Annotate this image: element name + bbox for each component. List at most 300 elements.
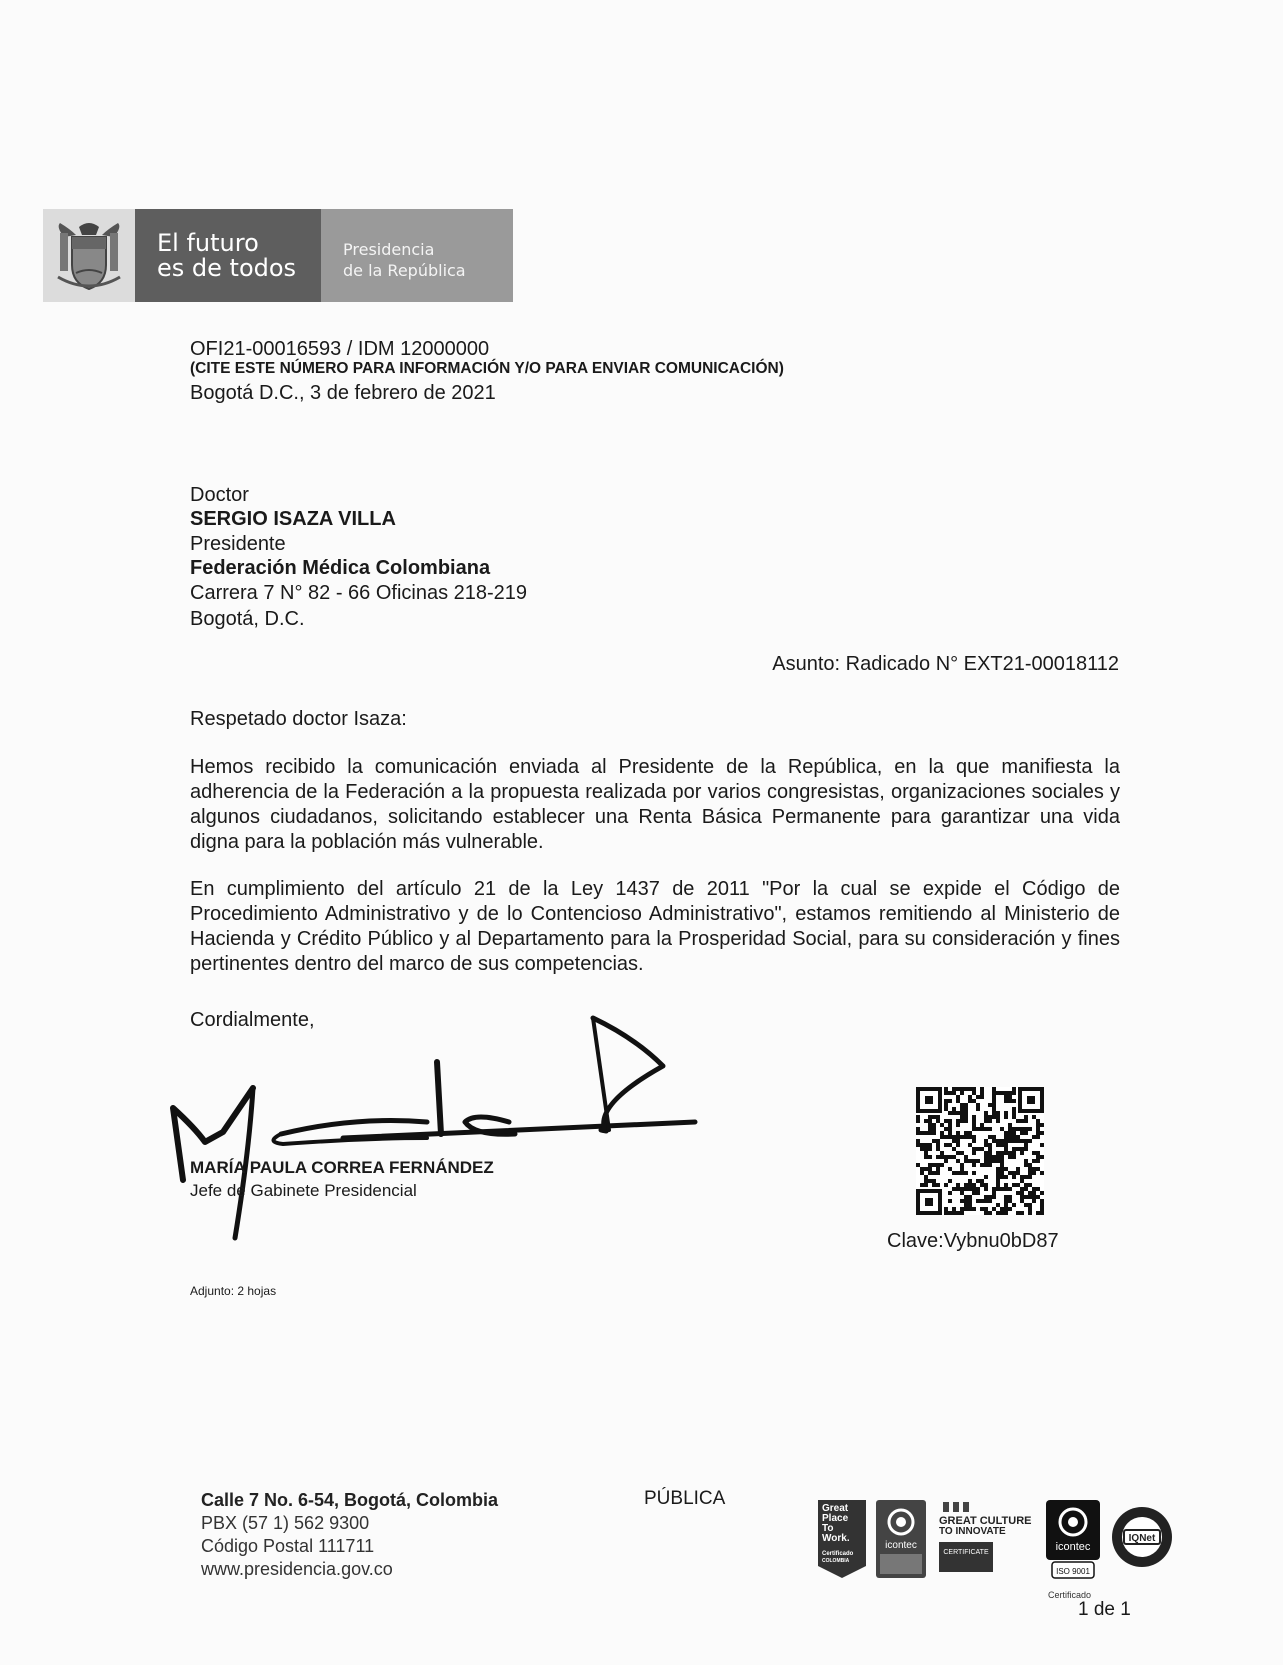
qr-module	[940, 1163, 944, 1167]
qr-module	[960, 1167, 964, 1171]
qr-module	[996, 1111, 1000, 1115]
qr-module	[964, 1207, 968, 1211]
qr-module	[960, 1119, 964, 1123]
qr-module	[1028, 1139, 1032, 1143]
qr-module	[956, 1171, 960, 1175]
qr-module	[988, 1143, 992, 1147]
qr-module	[976, 1199, 980, 1203]
qr-module	[936, 1155, 940, 1159]
iqnet-text: IQNet	[1128, 1533, 1156, 1544]
qr-module	[916, 1131, 920, 1135]
qr-module	[988, 1159, 992, 1163]
qr-module	[1004, 1131, 1008, 1135]
qr-module	[932, 1179, 936, 1183]
qr-module	[992, 1099, 996, 1103]
handwritten-signature	[165, 1012, 755, 1252]
qr-module	[1024, 1127, 1028, 1131]
qr-module	[1036, 1151, 1040, 1155]
qr-module	[916, 1163, 920, 1167]
qr-module	[1020, 1151, 1024, 1155]
qr-module	[932, 1171, 936, 1175]
qr-module	[916, 1143, 920, 1147]
attachment-note: Adjunto: 2 hojas	[190, 1284, 277, 1298]
qr-module	[968, 1183, 972, 1187]
qr-module	[1024, 1159, 1028, 1163]
qr-module	[964, 1155, 968, 1159]
qr-module	[1032, 1135, 1036, 1139]
qr-module	[948, 1211, 952, 1215]
qr-module	[1000, 1151, 1004, 1155]
qr-module	[964, 1159, 968, 1163]
qr-module	[996, 1151, 1000, 1155]
icontec-text-1: icontec	[885, 1540, 917, 1551]
qr-module	[924, 1179, 928, 1183]
qr-module	[944, 1127, 948, 1131]
gptw-word-5: Certificado	[822, 1551, 854, 1557]
qr-module	[1004, 1167, 1008, 1171]
qr-module	[972, 1115, 976, 1119]
qr-module	[976, 1179, 980, 1183]
qr-module	[1020, 1175, 1024, 1179]
qr-module	[920, 1131, 924, 1135]
qr-module	[952, 1091, 956, 1095]
qr-module	[992, 1187, 996, 1191]
qr-module	[980, 1199, 984, 1203]
qr-module	[1028, 1175, 1032, 1179]
qr-module	[968, 1187, 972, 1191]
qr-module	[928, 1147, 932, 1151]
qr-module	[996, 1091, 1000, 1095]
qr-module	[1000, 1163, 1004, 1167]
qr-module	[1028, 1191, 1032, 1195]
qr-module	[940, 1155, 944, 1159]
qr-module	[1016, 1127, 1020, 1131]
qr-module	[924, 1151, 928, 1155]
qr-module	[964, 1107, 968, 1111]
qr-module	[1000, 1143, 1004, 1147]
qr-module	[916, 1119, 920, 1123]
qr-module	[972, 1119, 976, 1123]
qr-module	[1028, 1195, 1032, 1199]
qr-module	[976, 1095, 980, 1099]
qr-module	[960, 1115, 964, 1119]
qr-module	[960, 1171, 964, 1175]
qr-module	[984, 1139, 988, 1143]
qr-module	[932, 1139, 936, 1143]
qr-module	[1020, 1139, 1024, 1143]
qr-module	[1012, 1171, 1016, 1175]
page-number: 1 de 1	[1078, 1599, 1131, 1620]
qr-module	[956, 1111, 960, 1115]
qr-module	[1012, 1135, 1016, 1139]
qr-module	[964, 1199, 968, 1203]
qr-module	[992, 1191, 996, 1195]
qr-module	[1008, 1207, 1012, 1211]
qr-module	[928, 1115, 932, 1119]
qr-module	[988, 1163, 992, 1167]
qr-module	[988, 1115, 992, 1119]
qr-module	[944, 1159, 948, 1163]
qr-module	[960, 1191, 964, 1195]
qr-module	[996, 1155, 1000, 1159]
qr-module	[916, 1127, 920, 1131]
qr-module	[968, 1179, 972, 1183]
qr-module	[1004, 1195, 1008, 1199]
recipient-city: Bogotá, D.C.	[190, 608, 305, 630]
footer-website: www.presidencia.gov.co	[201, 1559, 393, 1579]
qr-module	[980, 1127, 984, 1131]
qr-module	[976, 1107, 980, 1111]
qr-module	[948, 1179, 952, 1183]
qr-module	[936, 1115, 940, 1119]
qr-module	[1008, 1131, 1012, 1135]
qr-module	[972, 1135, 976, 1139]
qr-module	[932, 1123, 936, 1127]
qr-module	[1012, 1099, 1016, 1103]
qr-module	[1012, 1115, 1016, 1119]
qr-module	[1028, 1183, 1032, 1187]
qr-module	[1000, 1175, 1004, 1179]
qr-module	[944, 1183, 948, 1187]
qr-module	[928, 1131, 932, 1135]
qr-module	[932, 1183, 936, 1187]
qr-module	[1032, 1199, 1036, 1203]
qr-key: Clave:Vybnu0bD87	[887, 1230, 1059, 1252]
qr-module	[948, 1127, 952, 1131]
qr-module	[964, 1171, 968, 1175]
qr-module	[1012, 1155, 1016, 1159]
to-innovate-text: TO INNOVATE	[939, 1526, 1006, 1537]
qr-module	[1008, 1091, 1012, 1095]
qr-module	[960, 1111, 964, 1115]
qr-module	[944, 1143, 948, 1147]
qr-module	[1000, 1127, 1004, 1131]
qr-module	[984, 1195, 988, 1199]
great-culture-badge	[935, 1502, 1035, 1574]
qr-module	[996, 1159, 1000, 1163]
qr-module	[1008, 1195, 1012, 1199]
gptw-word-1: Great	[822, 1503, 849, 1514]
qr-module	[948, 1099, 952, 1103]
qr-module	[1004, 1091, 1008, 1095]
icontec-text-2: icontec	[1055, 1541, 1091, 1553]
coat-of-arms-logo	[43, 209, 135, 302]
qr-module	[1024, 1195, 1028, 1199]
qr-module	[956, 1123, 960, 1127]
qr-module	[956, 1087, 960, 1091]
qr-module	[1024, 1203, 1028, 1207]
place-date: Bogotá D.C., 3 de febrero de 2021	[190, 382, 496, 404]
qr-module	[964, 1115, 968, 1119]
qr-module	[992, 1107, 996, 1111]
gptw-word-2: Place	[822, 1513, 849, 1524]
qr-module	[944, 1211, 948, 1215]
qr-module	[940, 1135, 944, 1139]
qr-module	[980, 1095, 984, 1099]
slogan-line-1: El futuro	[157, 229, 259, 257]
qr-module	[956, 1099, 960, 1103]
qr-module	[948, 1091, 952, 1095]
qr-module	[936, 1139, 940, 1143]
qr-module	[948, 1119, 952, 1123]
qr-module	[1028, 1211, 1032, 1215]
qr-module	[984, 1211, 988, 1215]
qr-module	[1024, 1115, 1028, 1119]
qr-module	[996, 1187, 1000, 1191]
qr-module	[1012, 1139, 1016, 1143]
qr-module	[928, 1179, 932, 1183]
qr-module	[996, 1167, 1000, 1171]
qr-module	[1012, 1087, 1016, 1091]
qr-module	[992, 1139, 996, 1143]
qr-module	[968, 1207, 972, 1211]
qr-module	[932, 1131, 936, 1135]
qr-module	[972, 1099, 976, 1103]
qr-module	[988, 1195, 992, 1199]
qr-module	[932, 1115, 936, 1119]
qr-module	[1024, 1175, 1028, 1179]
qr-module	[1032, 1191, 1036, 1195]
qr-module	[996, 1203, 1000, 1207]
qr-module	[1020, 1199, 1024, 1203]
qr-module	[924, 1143, 928, 1147]
qr-module	[980, 1207, 984, 1211]
qr-module	[1036, 1119, 1040, 1123]
qr-module	[996, 1115, 1000, 1119]
salutation: Respetado doctor Isaza:	[190, 708, 407, 730]
qr-module	[948, 1123, 952, 1127]
qr-module	[1036, 1167, 1040, 1171]
qr-module	[1012, 1183, 1016, 1187]
qr-module	[1008, 1187, 1012, 1191]
qr-module	[940, 1131, 944, 1135]
qr-module	[960, 1163, 964, 1167]
qr-module	[1028, 1207, 1032, 1211]
qr-module	[948, 1199, 952, 1203]
qr-module	[1012, 1131, 1016, 1135]
qr-module	[1008, 1135, 1012, 1139]
great-culture-text: GREAT CULTURE	[939, 1515, 1032, 1527]
coat-of-arms-icon	[54, 217, 124, 295]
qr-module	[988, 1199, 992, 1203]
qr-module	[1016, 1167, 1020, 1171]
header-banner	[43, 209, 513, 302]
footer-address: Calle 7 No. 6-54, Bogotá, Colombia	[201, 1490, 499, 1510]
qr-module	[1024, 1139, 1028, 1143]
qr-module	[936, 1183, 940, 1187]
qr-module	[968, 1087, 972, 1091]
qr-module	[936, 1163, 940, 1167]
qr-module	[1000, 1171, 1004, 1175]
qr-module	[1016, 1183, 1020, 1187]
qr-module	[920, 1167, 924, 1171]
qr-module	[1032, 1115, 1036, 1119]
qr-module	[1000, 1159, 1004, 1163]
qr-module	[952, 1111, 956, 1115]
qr-module	[956, 1135, 960, 1139]
qr-module	[1016, 1147, 1020, 1151]
body-paragraph-2: En cumplimiento del artículo 21 de la Ley 1437 de 2011 "Por la cual se expide el Código de Procedimiento Administrativo y de lo Contencioso Administrativo", estamos remitiendo al Ministerio de Hacienda y Crédito Público y al Departamento para la Prosperidad Social, para su consideración y fines pertinentes dentro del marco de sus competencias.	[190, 878, 1120, 975]
qr-module	[1004, 1135, 1008, 1139]
qr-module	[964, 1119, 968, 1123]
qr-module	[928, 1123, 932, 1127]
qr-module	[1032, 1187, 1036, 1191]
qr-module	[952, 1187, 956, 1191]
qr-module	[944, 1119, 948, 1123]
qr-module	[972, 1147, 976, 1151]
qr-module	[952, 1135, 956, 1139]
qr-module	[972, 1159, 976, 1163]
qr-module	[952, 1087, 956, 1091]
qr-module	[972, 1171, 976, 1175]
gptw-word-4: Work.	[822, 1533, 850, 1544]
qr-module	[1004, 1203, 1008, 1207]
qr-module	[968, 1203, 972, 1207]
qr-module	[980, 1091, 984, 1095]
qr-module	[944, 1091, 948, 1095]
qr-module	[996, 1179, 1000, 1183]
qr-module	[1004, 1095, 1008, 1099]
qr-module	[964, 1087, 968, 1091]
qr-code	[916, 1087, 1044, 1215]
qr-module	[924, 1175, 928, 1179]
recipient-title: Doctor	[190, 484, 249, 506]
qr-module	[980, 1123, 984, 1127]
qr-module	[1020, 1187, 1024, 1191]
qr-module	[920, 1171, 924, 1175]
qr-module	[996, 1171, 1000, 1175]
qr-module	[1036, 1159, 1040, 1163]
qr-module	[1040, 1123, 1044, 1127]
qr-module	[1004, 1151, 1008, 1155]
qr-module	[996, 1139, 1000, 1143]
qr-module	[980, 1087, 984, 1091]
qr-module	[1036, 1131, 1040, 1135]
qr-module	[916, 1139, 920, 1143]
qr-module	[928, 1127, 932, 1131]
qr-module	[984, 1115, 988, 1119]
qr-module	[1004, 1147, 1008, 1151]
qr-module	[984, 1207, 988, 1211]
qr-module	[968, 1159, 972, 1163]
qr-module	[1020, 1195, 1024, 1199]
qr-module	[1000, 1207, 1004, 1211]
certificate-text: CERTIFICATE	[943, 1549, 989, 1556]
qr-module	[996, 1183, 1000, 1187]
qr-module	[960, 1207, 964, 1211]
qr-module	[1004, 1183, 1008, 1187]
qr-module	[1004, 1211, 1008, 1215]
qr-module	[1004, 1139, 1008, 1143]
qr-module	[952, 1171, 956, 1175]
qr-module	[968, 1143, 972, 1147]
qr-module	[992, 1087, 996, 1091]
qr-module	[1024, 1147, 1028, 1151]
qr-module	[992, 1103, 996, 1107]
body-paragraph-1: Hemos recibido la comunicación enviada al Presidente de la República, en la que manifiesta la adherencia de la Federación a la propuesta realizada por varios congresistas, organizaciones sociales y algunos ciudadanos, solicitando establecer una Renta Básica Permanente para garantizar una vida digna para la población más vulnerable.	[190, 756, 1120, 853]
qr-module	[976, 1191, 980, 1195]
qr-module	[952, 1139, 956, 1143]
qr-module	[1028, 1203, 1032, 1207]
qr-module	[1024, 1183, 1028, 1187]
qr-module	[972, 1139, 976, 1143]
qr-module	[992, 1195, 996, 1199]
qr-module	[960, 1151, 964, 1155]
qr-module	[996, 1119, 1000, 1123]
qr-module	[984, 1183, 988, 1187]
qr-module	[1036, 1123, 1040, 1127]
qr-module	[988, 1135, 992, 1139]
signer-title: Jefe de Gabinete Presidencial	[190, 1181, 417, 1200]
qr-module	[1012, 1111, 1016, 1115]
qr-module	[1036, 1127, 1040, 1131]
qr-module	[960, 1091, 964, 1095]
qr-module	[984, 1155, 988, 1159]
footer-postal-code: Código Postal 111711	[201, 1536, 375, 1556]
recipient-name: SERGIO ISAZA VILLA	[190, 508, 396, 530]
qr-module	[996, 1143, 1000, 1147]
qr-module	[924, 1119, 928, 1123]
qr-module	[948, 1111, 952, 1115]
qr-module	[992, 1091, 996, 1095]
subject-line: Asunto: Radicado N° EXT21-00018112	[772, 653, 1119, 675]
qr-module	[980, 1163, 984, 1167]
qr-module	[988, 1151, 992, 1155]
qr-module	[1024, 1143, 1028, 1147]
qr-module	[1024, 1187, 1028, 1191]
qr-module	[1004, 1187, 1008, 1191]
qr-module	[1004, 1115, 1008, 1119]
qr-module	[984, 1163, 988, 1167]
qr-module	[976, 1159, 980, 1163]
qr-module	[1004, 1099, 1008, 1103]
qr-module	[984, 1111, 988, 1115]
qr-module	[960, 1199, 964, 1203]
qr-module	[944, 1099, 948, 1103]
qr-module	[1040, 1199, 1044, 1203]
qr-module	[1040, 1143, 1044, 1147]
qr-module	[960, 1103, 964, 1107]
iqnet-badge	[1110, 1505, 1174, 1569]
qr-module	[984, 1151, 988, 1155]
qr-module	[1020, 1147, 1024, 1151]
qr-module	[988, 1103, 992, 1107]
qr-module	[944, 1087, 948, 1091]
qr-module	[956, 1143, 960, 1147]
qr-module	[920, 1183, 924, 1187]
qr-module	[1000, 1155, 1004, 1159]
qr-module	[936, 1167, 940, 1171]
footer-phone: PBX (57 1) 562 9300	[201, 1513, 370, 1533]
qr-module	[1012, 1147, 1016, 1151]
qr-module	[1020, 1119, 1024, 1123]
qr-module	[1008, 1155, 1012, 1159]
qr-module	[964, 1183, 968, 1187]
slogan-line-2: es de todos	[157, 254, 297, 282]
qr-module	[1040, 1211, 1044, 1215]
qr-module	[992, 1207, 996, 1211]
qr-module	[1004, 1199, 1008, 1203]
qr-module	[928, 1155, 932, 1159]
qr-module	[964, 1131, 968, 1135]
qr-module	[1032, 1171, 1036, 1175]
recipient-position: Presidente	[190, 533, 286, 555]
qr-module	[1008, 1123, 1012, 1127]
qr-module	[1008, 1171, 1012, 1175]
qr-module	[1008, 1199, 1012, 1203]
qr-module	[948, 1155, 952, 1159]
qr-module	[1020, 1131, 1024, 1135]
